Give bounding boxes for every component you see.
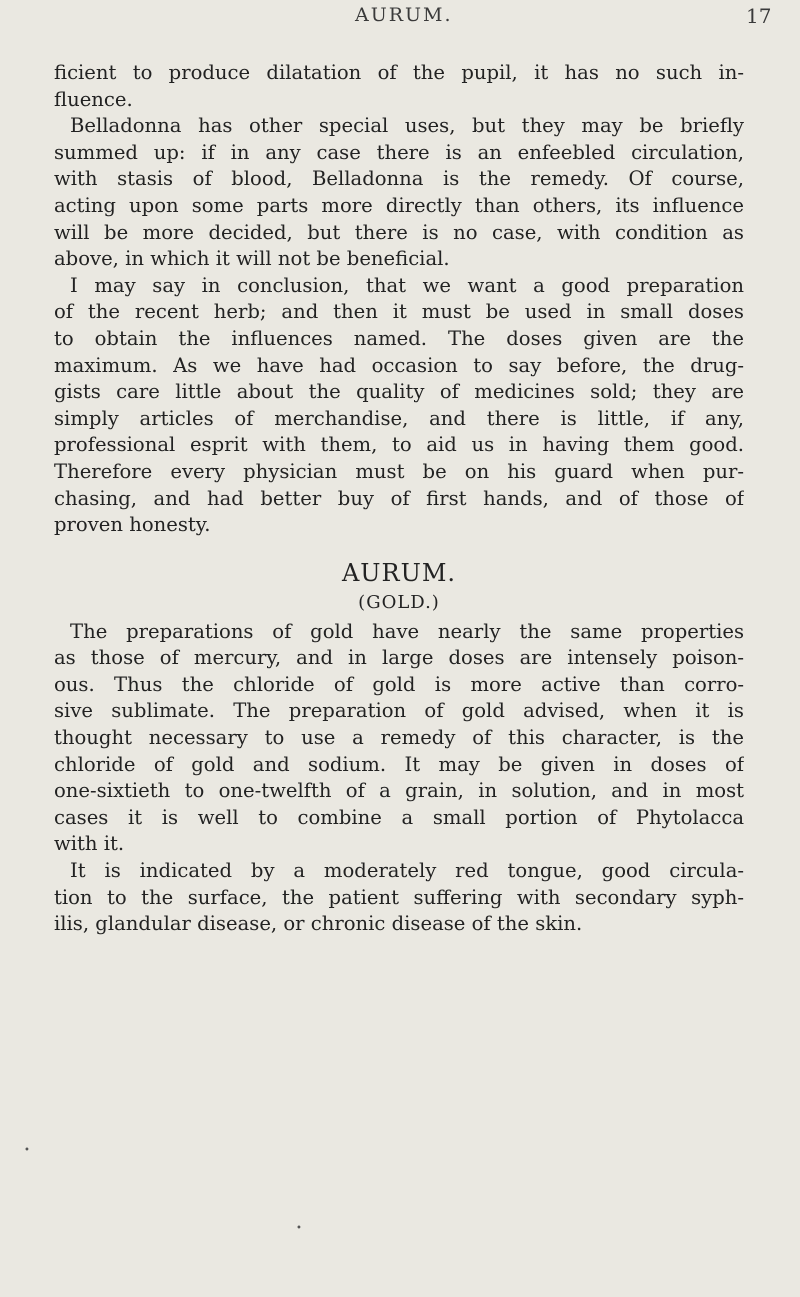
text-line: Therefore every physician must be on his guard when pur- — [54, 459, 744, 483]
margin-dot: • — [24, 1145, 30, 1156]
text-line: fluence. — [54, 87, 133, 111]
text-line: gists care little about the quality of medicines sold; they are — [54, 380, 744, 404]
text-line: thought necessary to use a remedy of this character, is the — [54, 726, 744, 750]
text-line: chasing, and had better buy of first hands, and of those of — [54, 486, 744, 510]
text-line: simply articles of merchandise, and there is little, if any, — [54, 406, 744, 430]
text-line: above, in which it will not be beneficial. — [54, 247, 450, 271]
paragraph-belladonna-uses — [54, 113, 744, 273]
text-line: with stasis of blood, Belladonna is the remedy. Of course, — [54, 167, 744, 191]
text-line: summed up: if in any case there is an enfeebled circulation, — [54, 140, 744, 164]
section-title: AURUM. — [341, 558, 457, 587]
paragraph-conclusion — [54, 273, 744, 539]
text-line: acting upon some parts more directly than others, its influence — [54, 193, 744, 217]
running-head — [0, 4, 800, 44]
text-line: one-sixtieth to one-twelfth of a grain, in solution, and in most — [54, 779, 744, 803]
text-line: I may say in conclusion, that we want a good preparation — [70, 273, 744, 297]
text-line: to obtain the influences named. The doses given are the — [54, 326, 744, 350]
text-line: It is indicated by a moderately red tongue, good circula- — [70, 859, 744, 883]
text-line: sive sublimate. The preparation of gold advised, when it is — [54, 699, 744, 723]
text-line: The preparations of gold have nearly the same properties — [70, 619, 744, 643]
page-number: 17 — [746, 4, 772, 28]
paragraph-gold-preparations — [54, 619, 744, 858]
text-line: of the recent herb; and then it must be used in small doses — [54, 300, 744, 324]
text-line: will be more decided, but there is no case, with condition as — [54, 220, 744, 244]
text-line: with it. — [54, 832, 125, 856]
text-line: professional esprit with them, to aid us in having them good. — [54, 433, 744, 457]
text-line: proven honesty. — [54, 513, 211, 537]
paragraph-continuation — [54, 60, 744, 113]
text-line: ilis, glandular disease, or chronic disease of the skin. — [54, 912, 583, 936]
text-line: Belladonna has other special uses, but they may be briefly — [70, 114, 744, 138]
text-line: ous. Thus the chloride of gold is more active than corro- — [54, 672, 744, 696]
text-line: chloride of gold and sodium. It may be given in doses of — [54, 752, 744, 776]
text-line: as those of mercury, and in large doses are intensely poison- — [54, 646, 744, 670]
text-line: tion to the surface, the patient suffering with secondary syph- — [54, 885, 744, 909]
section-subtitle: (GOLD.) — [358, 591, 440, 613]
text-line: ficient to produce dilatation of the pupil, it has no such in- — [54, 61, 744, 84]
body-text — [54, 60, 744, 938]
margin-dot: • — [296, 1223, 302, 1234]
running-head-title: AURUM. — [355, 4, 453, 26]
text-line: maximum. As we have had occasion to say before, the drug- — [54, 353, 744, 377]
text-line: cases it is well to combine a small portion of Phytolacca — [54, 805, 744, 829]
paragraph-gold-indications — [54, 858, 744, 938]
